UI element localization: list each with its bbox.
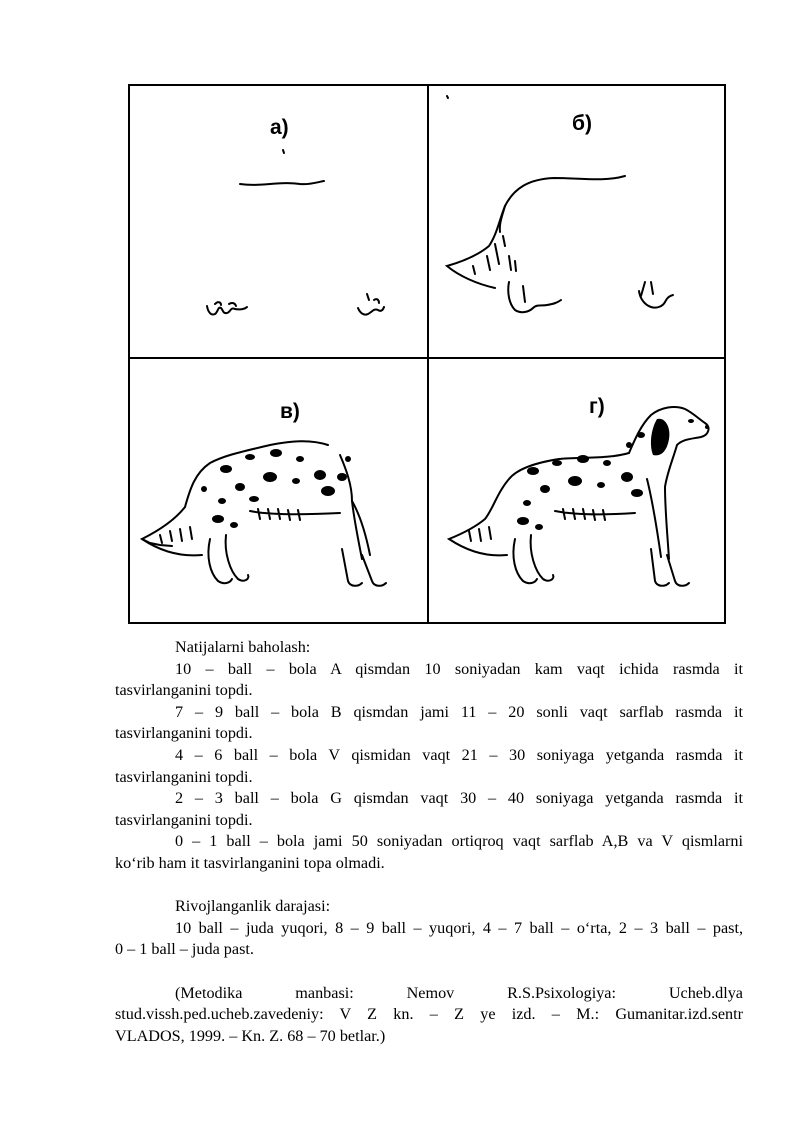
- level-line: 10 ball – juda yuqori, 8 – 9 ball – yuqori, 4 – 7 ball – o‘rta, 2 – 3 ball – past,: [175, 918, 743, 937]
- panel-v-label: в): [280, 400, 300, 423]
- panel-g-label: г): [589, 395, 605, 418]
- criterion-line: ko‘rib ham it tasvirlanganini topa olmadi.: [115, 853, 385, 872]
- dog-drawing-figure: [128, 84, 726, 624]
- criterion-line: tasvirlanganini topdi.: [115, 810, 253, 829]
- criterion-line: tasvirlanganini topdi.: [115, 724, 253, 743]
- panel-b-label: б): [572, 112, 592, 135]
- evaluation-heading: Natijalarni baholash:: [175, 638, 311, 656]
- criterion-line: tasvirlanganini topdi.: [115, 767, 253, 786]
- criterion-line: 2 – 3 ball – bola G qismdan vaqt 30 – 40 soniyaga yetganda rasmda it: [175, 789, 743, 808]
- panel-b-sketch: [429, 86, 724, 359]
- criterion-line: 10 – ball – bola A qismdan 10 soniyadan kam vaqt ichida rasmda it: [175, 659, 743, 678]
- source-line: (Metodika manbasi: Nemov R.S.Psixologiya: Ucheb.dlya: [175, 983, 743, 1002]
- panel-v: [130, 359, 429, 622]
- panel-b: [429, 86, 724, 359]
- panel-a-label: а): [270, 116, 289, 139]
- panel-a-sketch: [130, 86, 429, 359]
- criterion-line: tasvirlanganini topdi.: [115, 681, 253, 700]
- level-heading: Rivojlanganlik darajasi:: [175, 897, 331, 916]
- evaluation-text: [115, 637, 743, 1047]
- panel-g-sketch: [429, 359, 724, 622]
- panel-a: [130, 86, 429, 359]
- criterion-line: 4 – 6 ball – bola V qismidan vaqt 21 – 30 soniyaga yetganda rasmda it: [175, 745, 743, 764]
- source-line: VLADOS, 1999. – Kn. Z. 68 – 70 betlar.): [115, 1026, 386, 1045]
- source-line: stud.vissh.ped.ucheb.zavedeniy: V Z kn. – Z ye izd. – M.: Gumanitar.izd.sentr: [115, 1005, 743, 1024]
- level-line: 0 – 1 ball – juda past.: [115, 940, 254, 959]
- criterion-line: 0 – 1 ball – bola jami 50 soniyadan ortiqroq vaqt sarflab A,B va V qismlarni: [175, 832, 743, 851]
- panel-v-sketch: [130, 359, 429, 622]
- criterion-line: 7 – 9 ball – bola B qismdan jami 11 – 20 sonli vaqt sarflab rasmda it: [175, 702, 743, 721]
- panel-g: [429, 359, 724, 622]
